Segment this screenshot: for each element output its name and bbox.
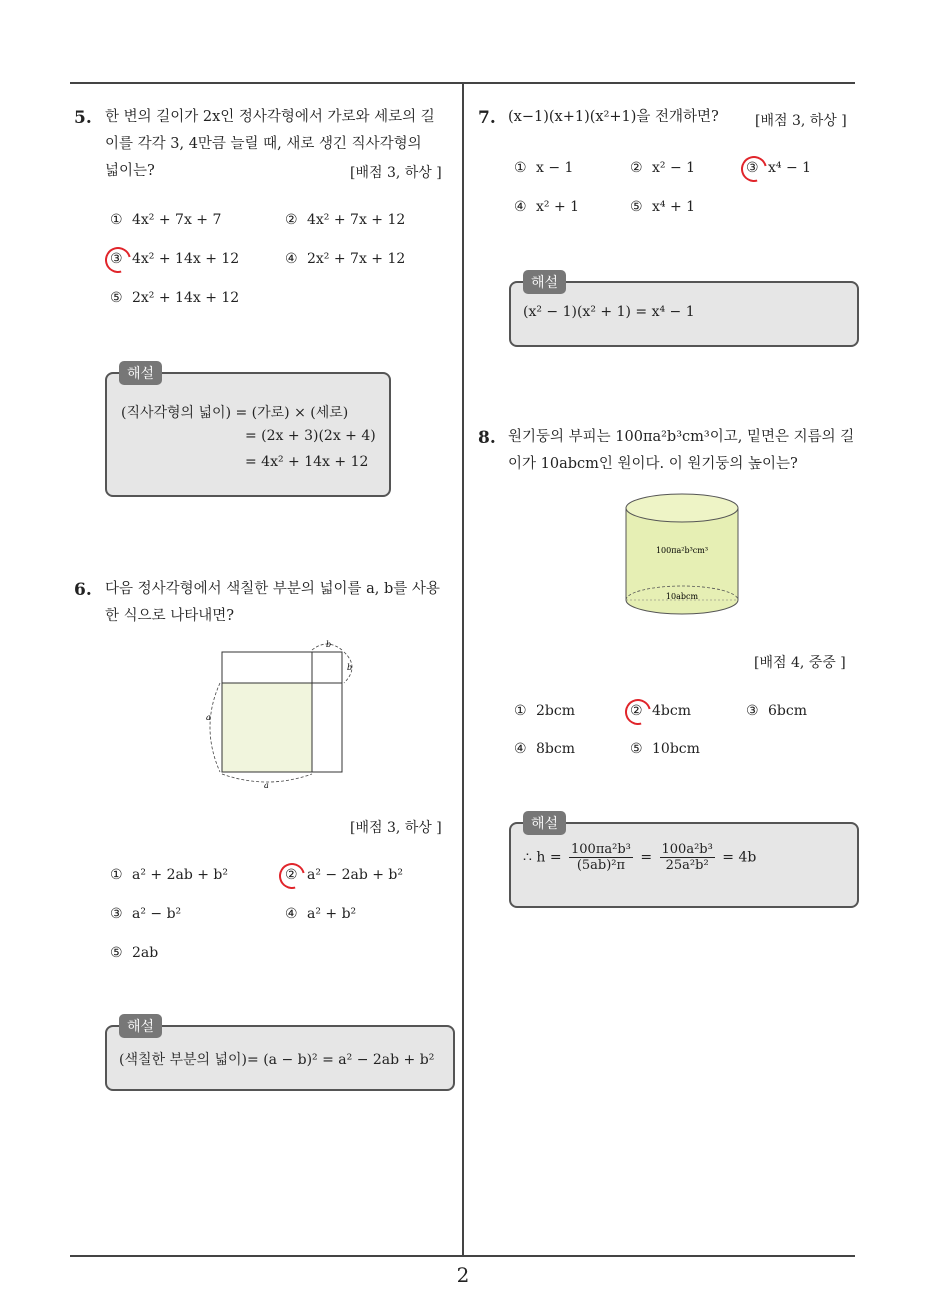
question-line: 넓이는? [105,163,155,179]
option-symbol: ③ [110,906,123,922]
result: = 4b [722,849,757,866]
solution-tag: 해설 [119,361,162,385]
solution-line: (직사각형의 넓이) = (가로) × (세로) [121,405,349,421]
score-label: [배점 3, 하상 ] [350,820,442,836]
option-5[interactable] [110,290,239,306]
label-a-bottom: a [264,781,269,790]
option-symbol: ⑤ [110,290,123,306]
label-a-left: a [206,713,211,722]
solution-box [509,275,859,347]
column-divider [462,82,464,1257]
option-5[interactable] [630,199,695,215]
option-4[interactable] [514,199,579,215]
option-1[interactable] [110,867,228,883]
fraction-1 [569,842,633,873]
option-5[interactable] [110,945,158,961]
solution-tag: 해설 [523,811,566,835]
question-number: 8. [478,428,496,448]
option-symbol: ① [110,867,123,883]
option-symbol: ⑤ [630,741,643,757]
question-line: 한 변의 길이가 2x인 정사각형에서 가로와 세로의 길 [105,109,435,125]
option-1[interactable] [110,212,221,228]
question-number: 7. [478,108,496,128]
option-text: a² + b² [307,906,357,922]
solution-line: = 4x² + 14x + 12 [245,454,369,470]
option-3[interactable] [110,906,181,922]
volume-label: 100πa²b³cm³ [655,546,709,555]
option-2[interactable] [630,160,695,176]
solution-box [509,816,859,908]
option-text: x² − 1 [652,160,696,176]
answer-circle-mark [620,694,656,730]
question-line: 이를 각각 3, 4만큼 늘릴 때, 새로 생긴 직사각형의 [105,136,422,152]
option-symbol: ④ [285,251,298,267]
square-figure [200,636,370,791]
option-text: x⁴ + 1 [652,199,696,215]
option-2[interactable] [285,212,405,228]
option-text: a² + 2ab + b² [132,867,229,883]
fraction-2 [660,842,715,873]
option-text: x − 1 [536,160,574,176]
option-1[interactable] [514,160,573,176]
solution-tag: 해설 [523,270,566,294]
option-text: a² − b² [132,906,182,922]
option-text: 6bcm [768,703,807,719]
option-symbol: ④ [285,906,298,922]
option-text: 2x² + 7x + 12 [307,251,406,267]
option-text: a² − 2ab + b² [307,867,404,883]
option-4[interactable] [285,251,405,267]
solution-line: (색칠한 부분의 넓이)= (a − b)² = a² − 2ab + b² [119,1052,435,1068]
question-line: 한 식으로 나타내면? [105,608,235,624]
score-label: [배점 3, 하상 ] [755,113,847,129]
question-number: 5. [74,108,92,128]
option-symbol: ④ [514,741,527,757]
solution-box [105,1019,455,1091]
option-text: 2bcm [536,703,575,719]
option-text: 4bcm [652,703,691,719]
solution-equation: ∴ h = $\frac{\text{100πa²b³}}{\text{(5ab)²π}}$ = $\frac{\text{100a²b³}}{\text{25a²b²}}$ = 4b [523,842,757,873]
answer-circle-mark [100,242,136,278]
diameter-label: 10abcm [665,592,699,601]
cylinder-top [626,494,738,522]
option-4[interactable] [285,906,356,922]
score-label: [배점 4, 중중 ] [754,655,846,671]
score-label: [배점 3, 하상 ] [350,165,442,181]
option-text: x⁴ − 1 [768,160,812,176]
option-symbol: ⑤ [630,199,643,215]
label-b-right: b [347,663,353,672]
option-text: 4x² + 14x + 12 [132,251,240,267]
option-text: 8bcm [536,741,575,757]
question-line: 원기둥의 부피는 100πa²b³cm³이고, 밑면은 지름의 길 [508,429,855,445]
question-number: 6. [74,580,92,600]
question-text [508,424,858,478]
therefore-h: ∴ h = [523,849,562,866]
option-symbol: ③ [746,703,759,719]
option-text: 10bcm [652,741,700,757]
option-symbol: ③ [110,251,123,267]
option-symbol: ④ [514,199,527,215]
option-symbol: ① [110,212,123,228]
option-text: 4x² + 7x + 7 [132,212,222,228]
option-symbol: ② [630,160,643,176]
option-symbol: ⑤ [110,945,123,961]
option-4[interactable] [514,741,575,757]
answer-circle-mark [736,151,772,187]
option-3[interactable] [746,703,807,719]
cylinder-figure [620,490,745,625]
denominator: (5ab)²π [576,858,626,873]
option-symbol: ② [630,703,643,719]
option-symbol: ② [285,212,298,228]
label-b-top: b [326,640,332,649]
question-text [105,576,460,630]
shaded-region [222,683,312,772]
option-text: 2x² + 14x + 12 [132,290,240,306]
solution-line: (x² − 1)(x² + 1) = x⁴ − 1 [523,304,695,320]
solution-tag: 해설 [119,1014,162,1038]
numerator: 100a²b³ [661,842,713,857]
option-text: 2ab [132,945,159,961]
answer-circle-mark [274,858,310,894]
question-line: 이가 10abcm인 원이다. 이 원기둥의 높이는? [508,456,798,472]
numerator: 100πa²b³ [571,842,631,857]
denominator: 25a²b² [665,858,709,873]
option-text: x² + 1 [536,199,580,215]
option-symbol: ② [285,867,298,883]
solution-box [105,366,391,497]
option-symbol: ① [514,703,527,719]
option-1[interactable] [514,703,575,719]
bottom-rule [70,1255,855,1257]
option-symbol: ③ [746,160,759,176]
option-5[interactable] [630,741,700,757]
question-line: 다음 정사각형에서 색칠한 부분의 넓이를 a, b를 사용 [105,581,440,597]
option-symbol: ① [514,160,527,176]
option-text: 4x² + 7x + 12 [307,212,406,228]
solution-line: = (2x + 3)(2x + 4) [245,428,376,444]
question-text: (x−1)(x+1)(x²+1)을 전개하면? [508,109,719,125]
page-number: 2 [456,1263,470,1287]
